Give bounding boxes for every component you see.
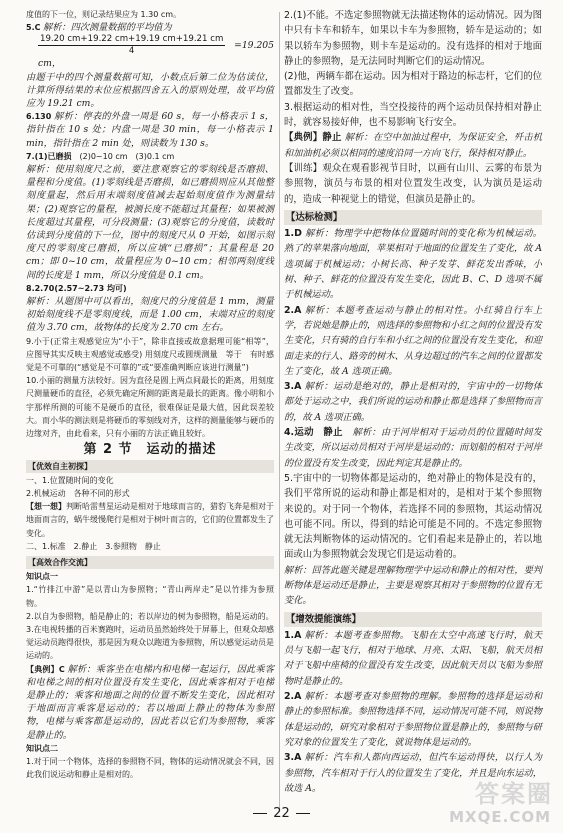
answer-number: 6.130 (26, 112, 52, 122)
think-label: 【想一想】 (26, 502, 66, 512)
answer-text: (2)他，两辆车都在运动。因为相对于路边的标志杆，它们的位置都发生了改变。 (284, 71, 542, 98)
answer-number: 4.运动 静止 (284, 427, 353, 439)
right-column (284, 8, 542, 796)
watermark-logo: 答案圈 (475, 780, 553, 808)
answer-text: 9.小于(正常主观感觉应为“小于”，除非直接或故意据理可能“相等”，应图导其实反映主观感觉或感受) (26, 336, 274, 359)
explanation: 解析：四次测量数据的平均值为 (43, 22, 172, 34)
training-text: 【训练】观众在观看影视节目时，以画有山川、云雾的布景为参照物，演员与布景的相对位置发生改变，认为演员是运动的，造成一种视觉上的错觉，但演员是静止的。 (284, 162, 542, 205)
answer-text: 一、1.位置随时间的变化 (26, 475, 114, 485)
answer-text: 2.机械运动 各种不同的形式 (26, 488, 130, 498)
answer-text: 有时感觉是不可靠的(“感觉是不可靠的”或“要准确判断应该进行测量”) (26, 349, 275, 373)
answer-text: 等于 (225, 349, 242, 359)
answer-text: 10.小丽的测量方法较好。因为直径是圆上两点间最长的距离，用刻度尺测量硬币的直径，必须先确定所测的距离是最长的距离。像小明和小宇那样所测的可能不是硬币的直径，很难保证是最大值，因此误差较大。而小华的测法则是将硬币的零刻线对齐，这样的测量能够与硬币的边缘对齐，由此看来，只有小丽的方法正确且较好。 (26, 376, 274, 439)
left-column (26, 8, 274, 781)
answer-number: 5.C (26, 23, 41, 33)
explanation: 解析：使用刻度尺之前，要注意观察它的零刻线是否磨损、量程和分度值。(1)零刻线是否磨损，如已磨损则应从其他整刻度量起，然后用末端刻度值减去起始刻度值作为测量结果；(2)观察它的量程，被测长度不能超过其量程；如果被测长度超过其量程，可分段测量；(3)观察它的分度值，读数时估读到分度值的下一位，图中的刻度尺从 0 开始，如图示刻度尺的零刻度已磨损，所以应填“已磨损”；其量程是 20 cm；即 0~10 cm，故量程应为 0~10 cm；相邻两刻度线间的长度是 1 mm，所以分度值是 0.1 cm。 (26, 164, 274, 281)
answer-number: 1.D (284, 228, 302, 240)
section-title: 第 2 节 运动的描述 (83, 442, 217, 458)
text-line: 度值的下一位，则记录结果应为 1.30 cm。 (26, 10, 182, 19)
answer-text: 5.宇宙中的一切物体都是运动的，绝对静止的物体是没有的， (284, 472, 542, 484)
explanation: 解析：在空中加油过程中，为保证安全，歼击机和加油机必须以相同的速度沿同一方向飞行，保持相对静止。 (284, 132, 542, 159)
answer-number: 2.A (284, 691, 302, 703)
fraction-denominator: 4 (128, 46, 135, 57)
explanation: 解析：停表的外盘一周是 60 s，每一小格表示 1 s，指针指在 10 s 处；内盘一周是 30 min，每一小格表示 1 min，指针指在 2 min 处，则读数为 130 s。 (26, 111, 274, 149)
section-header: 【优效自主初探】 (26, 460, 274, 473)
answer-text: 2.(1)不能。不选定参照物就无法描述物体的运动情况。因为图中只有卡车和轿车，如果以卡车为参照物，轿车是运动的；如果以轿车为参照物，则卡车是运动的。没有选择的相对于地面静止的参照物，是无法同时判断它们的运动情况。 (284, 10, 542, 67)
dash-decoration (253, 813, 267, 814)
fraction-numerator: 19.20 cm+19.22 cm+19.19 cm+19.21 cm (40, 34, 224, 45)
explanation: 解析：回答此题关键是理解物理学中运动和静止的相对性，要判断物体是运动还是静止，主要是观察其相对于参照物的位置有无变化。 (284, 564, 542, 607)
explanation: 解析：本题考查对参照物的理解。参照物的选择是运动和静止的参照标准。参照物选择不同，运动情况可能不同，则说物体是运动的，研究对象相对于参照物位置是静止的，参照物与研究对象的位置发生了变化，就说物体是运动的。 (284, 691, 543, 748)
example-label: 【典例】C (26, 664, 65, 674)
watermark-url: MXQE.COM (449, 808, 551, 826)
column-divider (279, 12, 280, 808)
answer-number: 3.A (284, 381, 302, 393)
answer-text: 1.“竹排江中游”是以青山为参照物；“青山两岸走”是以竹排为参照物。 (26, 585, 274, 608)
answer-text: (2)0~10 cm (79, 151, 128, 161)
answer-number: 7.(1)已磨损 (26, 151, 72, 161)
answer-text: 3.根据运动的相对性，当空投接待的两个运动员保持相对静止时，就容易接好伸，也不易影响飞行安全。 (284, 101, 542, 129)
explanation: 解析：从题图中可以看出，刻度尺的分度值是 1 mm，测量初始刻度线不是零刻度线，而是 1.00 cm，末端对应的刻度值为 3.70 cm，故物体的长度为 2.70 cm 左右。 (26, 296, 274, 334)
answer-number: 3.A (284, 752, 302, 764)
knowledge-point: 知识点一 (26, 572, 58, 582)
explanation: 解析：本题考查运动与静止的相对性。小红骑自行车上学，若说她是静止的，则选择的参照物和小红之间的位置没有发生变化，只有骑的自行车和小红之间的位置没有发生变化，和迎面走来的行人、路旁的树木、从身边超过的汽车之间的位置都发生了变化，故 A 选项正确。 (284, 304, 543, 377)
explanation: 解析：物理学中把物体位置随时间的变化称为机械运动。熟了的苹果落向地面，苹果相对于地面的位置发生了变化，故 A 选项属于机械运动；小树长高、种子发芽、鲜花发出香味，小树、种子、鲜花的位置没有发生变化，因此 B、C、D 选项不属于机械运动。 (284, 228, 542, 301)
answer-text: (3)0.1 cm (135, 151, 175, 161)
answer-number: 1.A (284, 629, 302, 641)
section-header: 【达标检测】 (284, 210, 542, 225)
answer-text: 判断哈雷彗星运动是相对于地球而言的，猎豹飞奔是相对于地面而言的，蜗牛缓慢爬行是相对于树叶而言的，它们的位置都发生了变化。 (26, 502, 274, 538)
explanation: 解析：运动是绝对的，静止是相对的，宇宙中的一切物体都处于运动之中，我们所说的运动和静止都是选择了参照物而言的，故 A 选项正确。 (284, 381, 543, 423)
knowledge-point: 知识点二 (26, 743, 58, 753)
section-header: 【高效合作交流】 (26, 556, 274, 569)
fraction-result: =19.205 cm， (38, 40, 274, 70)
explanation: 解析：本题考查参照物。飞船在太空中高速飞行时，航天员与飞船一起飞行，相对于地球、月亮、太阳、飞船，航天员相对于飞船中座椅的位置没有发生改变，因此航天员以飞船为参照物时是静止的。 (284, 629, 543, 687)
fraction-line (26, 34, 274, 70)
average-fraction (38, 34, 225, 57)
answer-text: 用刻度尺或圆规测量 (144, 349, 218, 359)
section-header: 【增效提能演练】 (284, 612, 542, 627)
explanation: 由题干中的四个测量数据可知，小数点后第二位为估读位，计算所得结果的末位应根据四舍五入的原则处理，故平均值应为 19.21 cm。 (26, 71, 274, 110)
answer-text: 我们平常所说的运动和静止都是相对的，是相对于某个参照物来说的。对于同一个物体，若选择不同的参照物，其运动情况也可能不同。所以，得到的结论可能是不同的。不选定参照物就无法判断物体的运动情况的。它们看起来是静止的，若以地面或山为参照物就会发现它们是运动着的。 (284, 488, 542, 561)
explanation: 解析：乘客坐在电梯内和电梯一起运行，因此乘客和电梯之间的相对位置没有发生变化，因此乘客相对于电梯是静止的；乘客和地面之间的位置不断发生变化，因此相对于地面而言乘客是运动的；若以地面上静止的物体为参照物，电梯与乘客都是运动的，因此若以它们为参照物，乘客是静止的。 (26, 663, 275, 741)
answer-number: 8.2.70(2.57~2.73 均可) (26, 283, 127, 293)
dash-decoration (296, 813, 310, 814)
answer-text: 3.在电视转播的百米赛跑时，运动员虽然始终处于屏幕上，但观众却感觉运动员跑得很快，那是因为观众以跑道为参照物，所以感觉运动员是运动的。 (26, 624, 274, 661)
page-number-text: 22 (273, 806, 290, 821)
answer-text: 二、1.标准 2.静止 3.参照物 静止 (26, 541, 161, 551)
answer-number: 2.A (284, 304, 302, 316)
explanation: 解析：汽车和人都向西运动，但汽车运动得快，以行人为参照物，汽车相对于行人的位置发生了变化，并且是向东运动，故选 A。 (284, 752, 543, 794)
explanation: 解析：由于河岸相对于运动员的位置随时间发生改变，所以运动员相对于河岸是运动的；而划船的相对于河岸的位置没有发生改变，因此判定其是静止的。 (284, 427, 542, 469)
example-label: 【典例】静止 (284, 132, 342, 144)
answer-text: 2.以自为参照物，船是静止的；若以岸边的树为参照物，船是运动的。 (26, 611, 274, 621)
answer-text: 1.对于同一个物体，选择的参照物不同，物体的运动情况就会不同，因此我们说运动和静止是相对的。 (26, 756, 274, 780)
